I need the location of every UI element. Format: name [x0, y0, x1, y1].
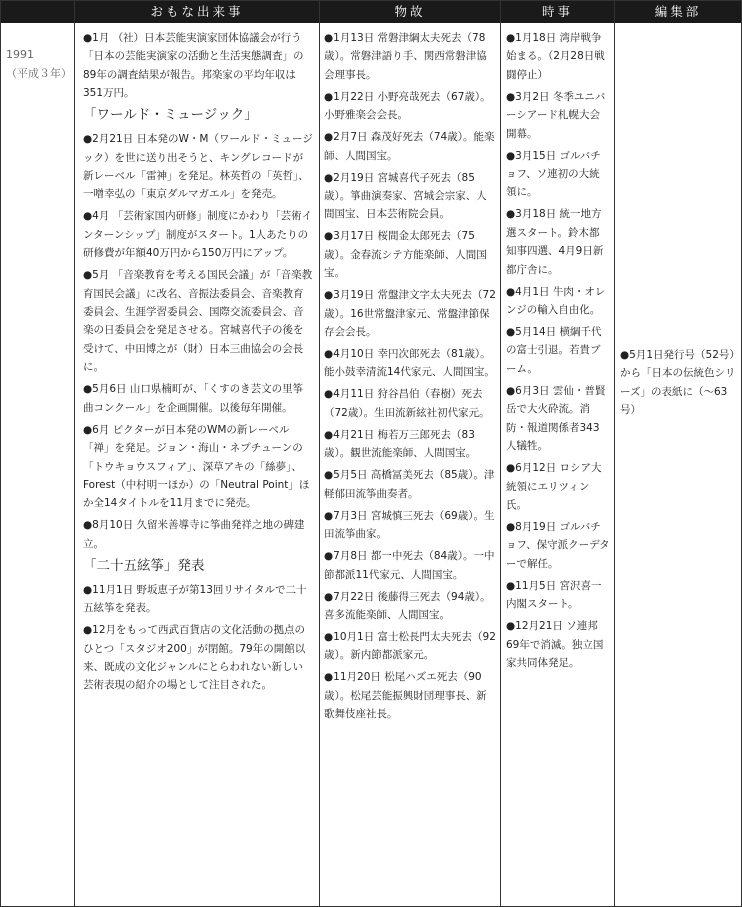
current-affairs-entry: ●12月21日 ソ連邦69年で消滅。独立国家共同体発足。 — [506, 620, 604, 669]
header-current-affairs: 時事 — [501, 1, 614, 23]
obituary-entry: ●3月17日 桜間金太郎死去（75歳）。金春流シテ方能楽師、人間国宝。 — [324, 230, 487, 280]
event-entry: ●2月21日 日本発のW・M（ワールド・ミュージック）を世に送り出そうと、キングレコードが新レーベル「雷神」を発足。林英哲の「英哲」、一噌幸弘の「東京ダルマガエル」を発売。 — [83, 133, 313, 201]
year-japanese: （平成３年） — [6, 67, 72, 80]
divider — [500, 1, 501, 906]
obituary-entry: ●1月22日 小野亮哉死去（67歳）。小野雅楽会会長。 — [324, 90, 491, 122]
current-affairs-entry: ●3月18日 統一地方選スタート。鈴木都知事四選、4月9日新都庁舎に。 — [506, 208, 604, 276]
event-entry: ●11月1日 野坂恵子が第13回リサイタルで二十五絃筝を発表。 — [83, 583, 307, 615]
current-affairs-entry: ●6月12日 ロシア大統領にエリツィン氏。 — [506, 462, 602, 511]
main-events-column — [83, 29, 313, 902]
obituary-entry: ●7月3日 宮城慎三死去（69歳）。生田流筝曲家。 — [324, 509, 495, 541]
year-cell — [6, 45, 72, 83]
current-affairs-entry: ●3月2日 冬季ユニバーシアード札幌大会開幕。 — [506, 90, 606, 140]
obituary-entry: ●7月8日 都一中死去（84歳）。一中節都派11代家元、人間国宝。 — [324, 550, 495, 581]
obituary-entry: ●3月19日 常盤津文字太夫死去（72歳）。16世常盤津家元、常盤津節保存会会長。 — [324, 289, 496, 339]
current-affairs-entry: ●1月18日 湾岸戦争始まる。（2月28日戦闘停止） — [506, 32, 605, 81]
obituary-entry: ●11月20日 松尾ハズエ死去（90歳）。松尾芸能振興財団理事長、新歌舞伎座社長。 — [324, 671, 487, 721]
obituary-entry: ●10月1日 富士松長門太夫死去（92歳）。新内節都派家元。 — [324, 630, 496, 662]
event-entry: ●12月をもって西武百貨店の文化活動の拠点のひとつ「スタジオ200」が閉館。79年の開館以来、既成の文化ジャンルにとらわれない新しい芸術表現の紹介の場として注目された。 — [83, 624, 306, 692]
current-affairs-entry: ●4月1日 牛肉・オレンジの輸入自由化。 — [506, 285, 606, 317]
obituary-entry: ●5月5日 高橋冨美死去（85歳）。津軽郁田流筝曲奏者。 — [324, 469, 495, 500]
event-entry: ●5月6日 山口県楠町が、「くすのき芸文の里筝曲コンクール」を企画開催。以後毎年開催。 — [83, 383, 304, 414]
current-affairs-column — [506, 29, 610, 902]
section-heading: 「二十五絃筝」発表 — [83, 557, 205, 574]
divider — [319, 1, 320, 906]
current-affairs-entry: ●3月15日 ゴルバチョフ、ソ連初の大統領に。 — [506, 149, 601, 199]
editorial-entry: ●5月1日発行号（52号）から「日本の伝統色シリーズ」の表紙に（〜63号） — [620, 349, 736, 417]
divider — [74, 1, 75, 906]
event-entry: ●4月 「芸術家国内研修」制度にかわり「芸術インターンシップ」制度がスタート。1人あたりの研修費が年額40万円から150万円にアップ。 — [83, 210, 313, 260]
year-western: 1991 — [6, 48, 34, 61]
current-affairs-entry: ●8月19日 ゴルバチョフ、保守派クーデターで解任。 — [506, 520, 610, 570]
event-entry: ●8月10日 久留米善導寺に筝曲発祥之地の碑建立。 — [83, 519, 305, 550]
current-affairs-entry: ●5月14日 横綱千代の富士引退。若貴ブーム。 — [506, 326, 602, 375]
header-obituaries: 物故 — [320, 1, 500, 23]
obituary-entry: ●2月19日 宮城喜代子死去（85歳）。箏曲演奏家、宮城会宗家、人間国宝、日本芸術院会員。 — [324, 171, 487, 221]
obituary-entry: ●1月13日 常磐津綱太夫死去（78歳）。常磐津語り手、関西常磐津協会理事長。 — [324, 32, 487, 81]
header-year — [1, 1, 74, 23]
event-entry: ●5月 「音楽教育を考える国民会議」が「音楽教育国民会議」に改名、音振法委員会、音楽教育委員会、生涯学習委員会、国際交流委員会、音楽の日委員会を発足させる。宮城喜代子の後を受けて、中田博之が（財）日本三曲協会の会長に。 — [83, 269, 313, 374]
event-entry: ●1月 （社）日本芸能実演家団体協議会が行う「日本の芸能実演家の活動と生活実態調査」の89年の調査結果が報告。邦楽家の平均年収は351万円。 — [83, 32, 304, 100]
header-main-events: おもな出来事 — [75, 1, 319, 23]
obituary-entry: ●2月7日 森茂好死去（74歳）。能楽師、人間国宝。 — [324, 131, 495, 162]
editorial-column — [620, 346, 738, 902]
divider — [614, 1, 615, 906]
current-affairs-entry: ●6月3日 雲仙・普賢岳で大火砕流。消防・報道関係者343人犠牲。 — [506, 384, 606, 453]
header-editorial: 編集部 — [615, 1, 741, 23]
obituary-entry: ●7月22日 後藤得三死去（94歳）。喜多流能楽師、人間国宝。 — [324, 590, 491, 621]
obituary-entry: ●4月21日 梅若万三郎死去（83歳）。観世流能楽師、人間国宝。 — [324, 428, 477, 460]
event-entry: ●6月 ビクターが日本発のWMの新レーベル「禅」を発足。ジョン・海山・ネプチューンの「トウキョウスフィア」、深草アキの「絲夢」、Forest（中村明一ほか）の「Neutral Point」ほか全14タイトルを11月までに発売。 — [83, 423, 310, 510]
section-heading: 「ワールド・ミュージック」 — [83, 107, 258, 124]
obituaries-column — [324, 29, 497, 902]
obituary-entry: ●4月11日 狩谷昌伯（春樹）死去（72歳）。生田流新絃社初代家元。 — [324, 388, 490, 419]
obituary-entry: ●4月10日 幸円次郎死去（81歳）。能小鼓幸清流14代家元、人間国宝。 — [324, 348, 495, 379]
current-affairs-entry: ●11月5日 宮沢喜一内閣スタート。 — [506, 579, 602, 611]
